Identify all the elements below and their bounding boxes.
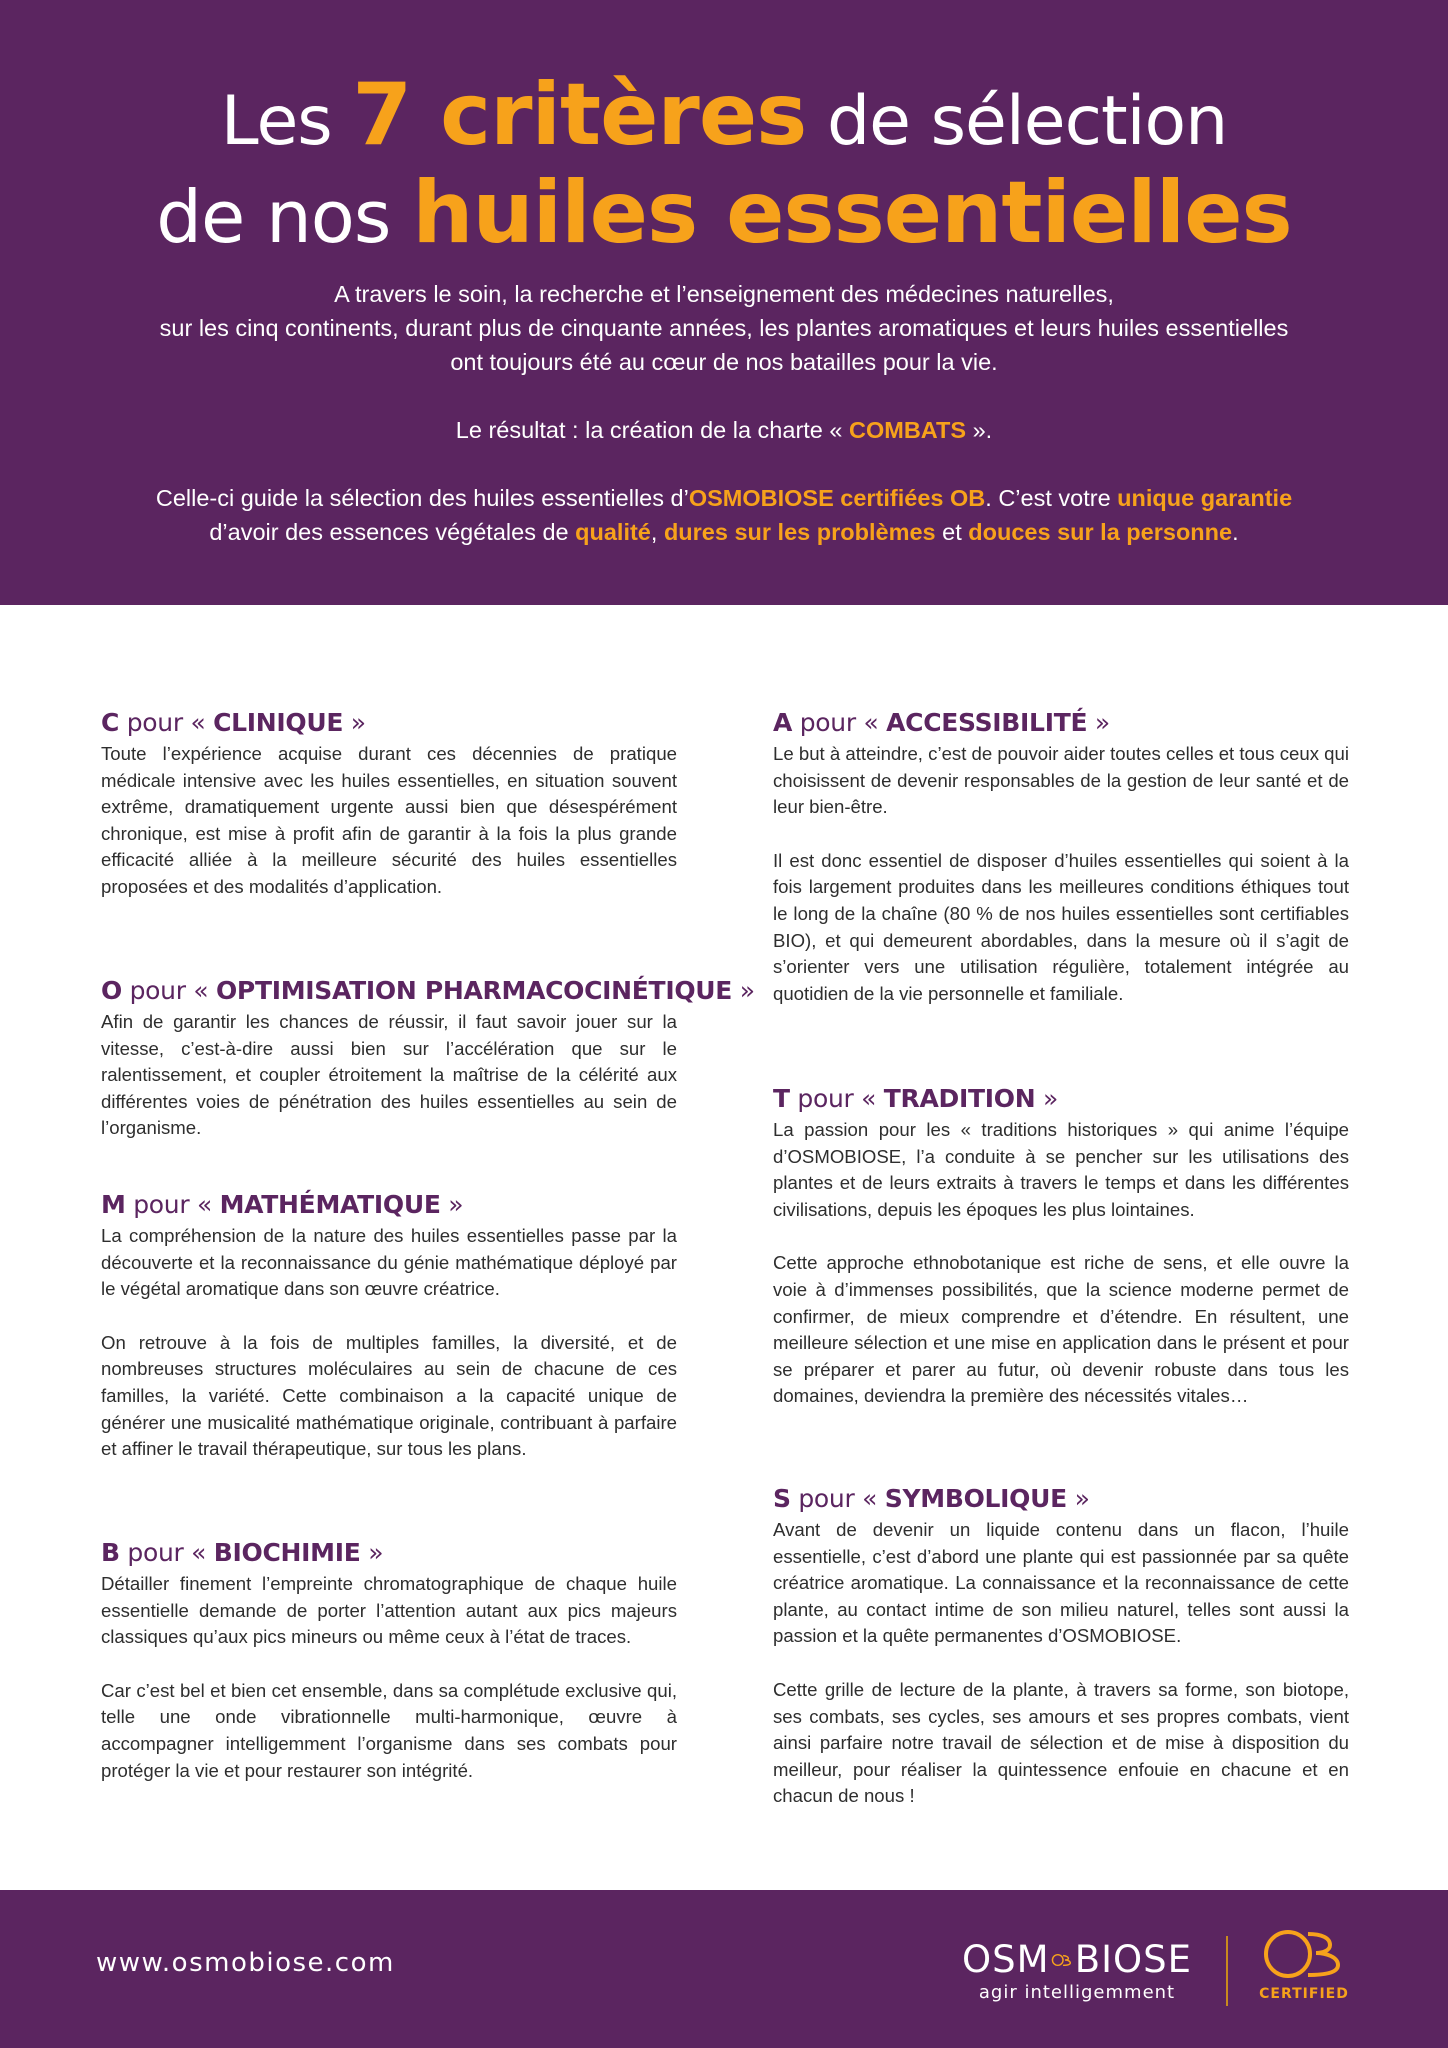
charte-text: ». (966, 417, 993, 443)
guide-text: et (935, 519, 969, 545)
guide-text: Celle-ci guide la sélection des huiles essentielles d’ (155, 485, 689, 511)
title-line-1 (0, 65, 1448, 167)
heading-letter: C (101, 708, 120, 737)
heading-word: BIOCHIMIE (213, 1538, 361, 1567)
intro-line: ont toujours été au cœur de nos batailles pour la vie. (450, 349, 998, 375)
ob-certified-icon (1262, 1926, 1346, 1982)
guide-text: d’avoir des essences végétales de (209, 519, 576, 545)
guide-highlight: douces sur la personne (968, 519, 1233, 545)
intro-line: sur les cinq continents, durant plus de cinquante années, les plantes aromatiques et leurs huiles essentielles (159, 315, 1289, 341)
certified-badge (1256, 1926, 1352, 2002)
heading-close: » (343, 708, 366, 737)
charte-line (60, 413, 1388, 447)
heading-close: » (732, 976, 755, 1005)
section-paragraph: Afin de garantir les chances de réussir, il faut savoir jouer sur la vitesse, c’est-à-dire aussi bien sur l’accélération que sur le ralentissement, et coupler étroitement la maîtrise de la célérité aux différentes voies de pénétration des huiles essentielles au sein de l’organisme. (101, 1011, 677, 1139)
section-paragraph: La compréhension de la nature des huiles essentielles passe par la découverte et la reconnaissance du génie mathématique déployé par le végétal aromatique dans son œuvre créatrice. (101, 1225, 677, 1300)
guide-highlight: qualité (575, 519, 651, 545)
footer-divider (1226, 1936, 1228, 2006)
heading-pour: pour « (119, 1538, 214, 1567)
section-paragraph: La passion pour les « traditions historiques » qui anime l’équipe d’OSMOBIOSE, l’a conduite à se pencher sur les utilisations des plantes et de leurs extraits à travers le temps et dans les différentes civilisations, depuis les époques les plus lointaines. (773, 1119, 1349, 1220)
title-text: Les (220, 82, 353, 161)
heading-word: TRADITION (883, 1084, 1036, 1113)
title-line-2 (0, 163, 1448, 263)
header-banner (0, 0, 1448, 605)
section-paragraph: Cette approche ethnobotanique est riche de sens, et elle ouvre la voie à d’immenses possibilités, que la science moderne permet de confirmer, de mieux comprendre et d’étendre. En résultent, une meilleure sélection et une mise en application dans le présent et pour se préparer et parer au futur, où devenir robuste dans tous les domaines, deviendra la première des nécessités vitales… (773, 1252, 1349, 1407)
guide-text: . (1232, 519, 1239, 545)
section-symbolique (773, 1481, 1349, 1810)
guide-text: . C’est votre (985, 485, 1118, 511)
heading-pour: pour « (119, 708, 214, 737)
heading-letter: B (101, 1538, 120, 1567)
guide-highlight: unique garantie (1117, 485, 1293, 511)
brand-name-end: BIOSE (1074, 1938, 1192, 1981)
brand-tagline: agir intelligemment (978, 1982, 1176, 2003)
page-title (0, 65, 1448, 263)
section-paragraph: Détailler finement l’empreinte chromatographique de chaque huile essentielle demande de porter l’attention autant aux pics majeurs classiques qu’aux pics mineurs ou même ceux à l’état de traces. (101, 1573, 677, 1648)
heading-word: CLINIQUE (213, 708, 344, 737)
heading-word: ACCESSIBILITÉ (886, 708, 1088, 737)
section-paragraph: Le but à atteindre, c’est de pouvoir aider toutes celles et tous ceux qui choisissent de devenir responsables de la gestion de leur santé et de leur bien-être. (773, 743, 1349, 818)
heading-close: » (1066, 1484, 1090, 1513)
heading-close: » (440, 1190, 464, 1219)
heading-close: » (360, 1538, 384, 1567)
heading-pour: pour « (121, 976, 216, 1005)
guide-line-2 (60, 515, 1388, 549)
intro-text (60, 277, 1388, 549)
section-accessibilite (773, 705, 1349, 1007)
heading-letter: O (101, 976, 122, 1005)
footer-banner (0, 1890, 1448, 2048)
heading-word: SYMBOLIQUE (884, 1484, 1067, 1513)
heading-close: » (1087, 708, 1110, 737)
guide-highlight: dures sur les problèmes (663, 519, 936, 545)
section-heading (101, 1535, 677, 1571)
section-heading (773, 1081, 1349, 1117)
section-paragraph: Cette grille de lecture de la plante, à travers sa forme, son biotope, ses combats, ses cycles, ses amours et ses propres combats, vient ainsi parfaire notre travail de sélection et de mise à disposition du meilleur, pour réaliser la quintessence enfouie en chacune et en chacun de nous ! (773, 1678, 1349, 1807)
section-biochimie (101, 1535, 677, 1784)
title-text: de sélection (806, 82, 1228, 161)
charte-highlight: COMBATS (849, 417, 967, 443)
section-heading (773, 705, 1349, 741)
brand-name (962, 1940, 1192, 1980)
section-paragraph: Toute l’expérience acquise durant ces décennies de pratique médicale intensive avec les huiles essentielles, en situation souvent extrême, dramatiquement urgente aussi bien que désespérément chronique, est mise à profit afin de garantir à la fois la plus grande efficacité alliée à la meilleure sécurité des huiles essentielles proposées et des modalités d’application. (101, 743, 677, 897)
section-paragraph: On retrouve à la fois de multiples familles, la diversité, et de nombreuses structures moléculaires au sein de chacune de ces familles, la variété. Cette combinaison a la capacité unique de générer une musicalité mathématique originale, contribuant à parfaire et affiner le travail thérapeutique, sur tous les plans. (101, 1331, 677, 1460)
section-heading (101, 973, 755, 1009)
heading-letter: M (101, 1190, 126, 1219)
ob-logo-icon (1051, 1945, 1074, 1975)
website-link[interactable]: www.osmobiose.com (96, 1948, 395, 1978)
heading-word: OPTIMISATION PHARMACOCINÉTIQUE (215, 976, 733, 1005)
intro-line: A travers le soin, la recherche et l’enseignement des médecines naturelles, (334, 281, 1114, 307)
section-optimisation (101, 973, 755, 1142)
section-paragraph: Car c’est bel et bien cet ensemble, dans sa complétude exclusive qui, telle une onde vibrationnelle multi-harmonique, œuvre à accompagner intelligemment l’organisme dans ses combats pour protéger la vie et pour restaurer son intégrité. (101, 1679, 677, 1781)
section-paragraph: Il est donc essentiel de disposer d’huiles essentielles qui soient à la fois largement produites dans les meilleures conditions éthiques tout le long de la chaîne (80 % de nos huiles essentielles sont certifiables BIO), et qui demeurent abordables, dans la mesure où il s’agit de s’orienter vers une utilisation régulière, totalement intégrée au quotidien de la vie personnelle et familiale. (773, 849, 1349, 1004)
certified-label: CERTIFIED (1259, 1986, 1349, 2002)
heading-pour: pour « (792, 708, 887, 737)
heading-letter: A (773, 708, 793, 737)
section-heading (101, 1187, 677, 1223)
heading-pour: pour « (789, 1084, 884, 1113)
section-mathematique (101, 1187, 677, 1463)
title-text: de nos (156, 175, 413, 259)
section-paragraph: Avant de devenir un liquide contenu dans un flacon, l’huile essentielle, c’est d’abord une plante qui est passionnée par sa quête créatrice aromatique. La connaissance et la reconnaissance de cette plante, au contact intime de son milieu naturel, telles sont aussi la passion et la quête permanentes d’OSMOBIOSE. (773, 1519, 1349, 1647)
title-highlight: 7 critères (352, 65, 807, 165)
section-heading (101, 705, 677, 741)
brand-name-start: OSM (962, 1938, 1050, 1981)
guide-line-1 (60, 481, 1388, 515)
brand-logo (962, 1940, 1192, 2003)
heading-word: MATHÉMATIQUE (219, 1190, 441, 1219)
heading-close: » (1035, 1084, 1058, 1113)
heading-pour: pour « (125, 1190, 220, 1219)
guide-highlight: OSMOBIOSE certifiées OB (688, 485, 986, 511)
guide-text: , (650, 519, 664, 545)
title-highlight: huiles essentielles (412, 163, 1292, 263)
heading-letter: T (773, 1084, 790, 1113)
section-tradition (773, 1081, 1349, 1410)
section-clinique (101, 705, 677, 901)
heading-letter: S (773, 1484, 791, 1513)
charte-text: Le résultat : la création de la charte « (455, 417, 849, 443)
heading-pour: pour « (790, 1484, 885, 1513)
section-heading (773, 1481, 1349, 1517)
